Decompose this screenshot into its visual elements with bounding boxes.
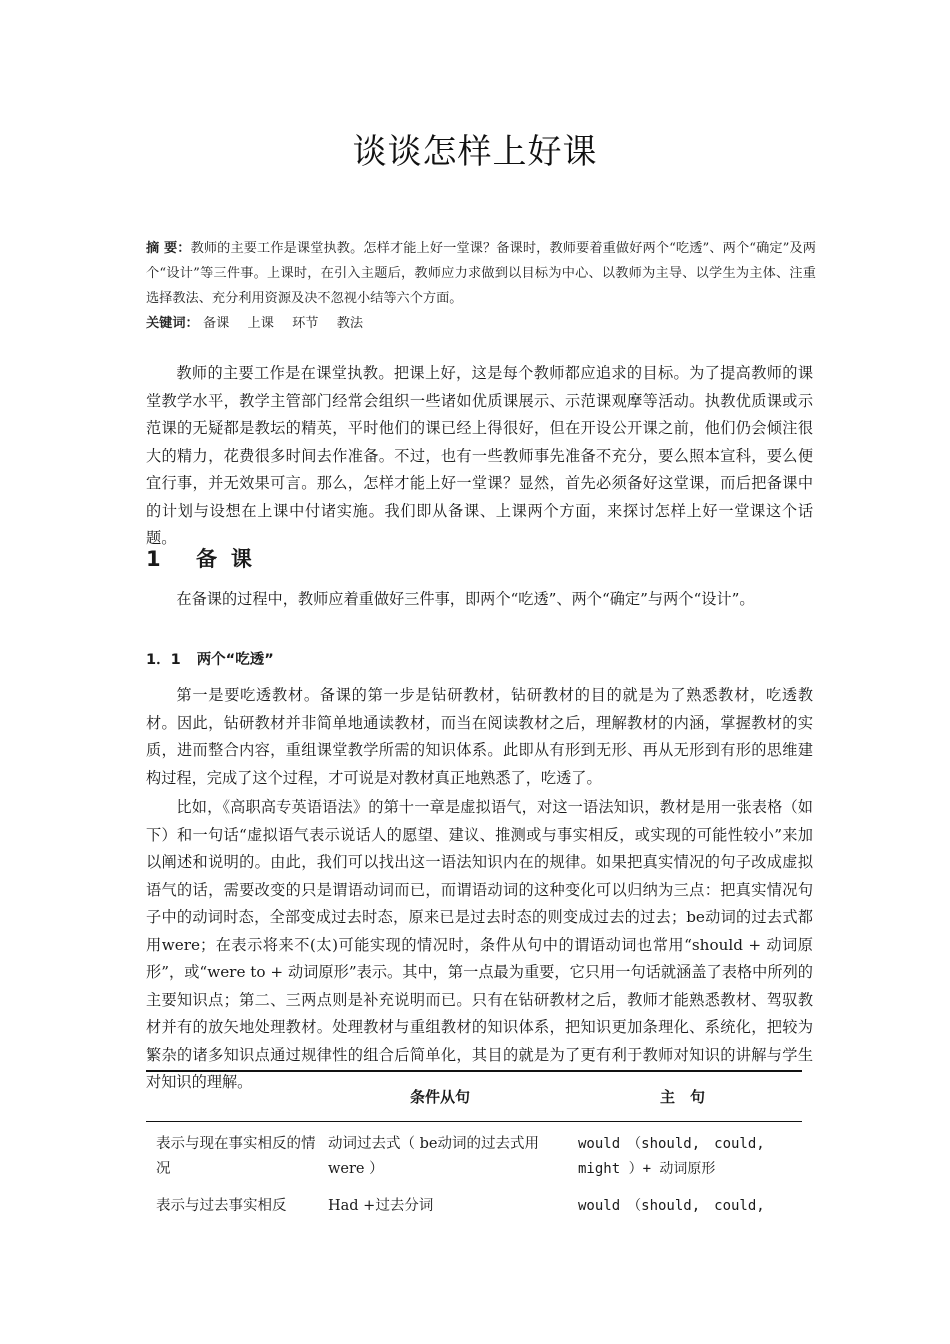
page-title: 谈谈怎样上好课 — [352, 132, 598, 172]
keyword: 备课 — [202, 316, 230, 331]
abstract — [146, 236, 816, 311]
abstract-text: 教师的主要工作是课堂执教。怎样才能上好一堂课？备课时，教师要着重做好两个“吃透”、两个“确定”及两个“设计”等三件事。上课时，在引入主题后，教师应力求做到以目标为中心、以教师为主导、以学生为主体、注重选择教法、充分利用资源及决不忽视小结等六个方面。 — [146, 241, 816, 306]
table-cell-main: would （should, could, — [578, 1198, 765, 1214]
keyword: 上课 — [247, 316, 274, 331]
keywords-label: 关键词： — [146, 316, 199, 331]
table-cell-case: 表示与过去事实相反 — [156, 1198, 287, 1214]
keyword: 环节 — [292, 316, 319, 331]
table-cell-condition: 动词过去式（ be动词的过去式用were ） — [328, 1136, 539, 1177]
keywords — [146, 311, 816, 336]
section-number: 1 — [146, 547, 175, 571]
subsection-heading — [146, 648, 274, 669]
body-paragraph: 比如，《高职高专英语语法》的第十一章是虚拟语气，对这一语法知识，教材是用一张表格（如下）和一句话“虚拟语气表示说话人的愿望、建议、推测或与事实相反，或实现的可能性较小”来加以阐述和说明的。由此，我们可以找出这一语法知识内在的规律。如果把真实情况的句子改成虚拟语气的话，需要改变的只是谓语动词而已，而谓语动词的这种变化可以归纳为三点：把真实情况句子中的动词时态，全部变成过去时态，原来已是过去时态的则变成过去的过去；be动词的过去式都用were；在表示将来不(太)可能实现的情况时，条件从句中的谓语动词也常用“should + 动词原形”，或“were to + 动词原形”表示。其中，第一点最为重要，它只用一句话就涵盖了表格中所列的主要知识点；第二、三两点则是补充说明而已。只有在钻研教材之后，教师才能熟悉教材、驾驭教材并有的放矢地处理教材。处理教材与重组教材的知识体系，把知识更加条理化、系统化，把较为繁杂的诸多知识点通过规律性的组合后简单化，其目的就是为了更有利于教师对知识的讲解与学生对知识的理解。 — [146, 798, 813, 1091]
table-header-main: 主 句 — [660, 1088, 706, 1106]
table-header-rule — [146, 1121, 802, 1122]
table-cell-condition: Had +过去分词 — [328, 1198, 434, 1214]
intro-paragraph: 教师的主要工作是在课堂执教。把课上好，这是每个教师都应追求的目标。为了提高教师的课堂教学水平，教学主管部门经常会组织一些诸如优质课展示、示范课观摩等活动。执教优质课或示范课的无疑都是教坛的精英，平时他们的课已经上得很好，但在开设公开课之前，他们仍会倾注很大的精力，花费很多时间去作准备。不过，也有一些教师事先准备不充分，要么照本宣科，要么便宜行事，并无效果可言。那么，怎样才能上好一堂课？显然，首先必须备好这堂课，而后把备课中的计划与设想在上课中付诸实施。我们即从备课、上课两个方面，来探讨怎样上好一堂课这个话题。 — [146, 364, 813, 547]
table-header-condition: 条件从句 — [410, 1088, 471, 1106]
table-cell-main: would （should, could, might ）+ 动词原形 — [578, 1136, 765, 1177]
section-heading — [146, 543, 266, 573]
table-top-rule — [146, 1070, 802, 1072]
section-intro-paragraph: 在备课的过程中，教师应着重做好三件事，即两个“吃透”、两个“确定”与两个“设计”。 — [176, 590, 755, 608]
subsection-number: 1．1 — [146, 652, 181, 668]
abstract-label: 摘 要： — [146, 241, 191, 256]
table-cell-case: 表示与现在事实相反的情况 — [156, 1136, 316, 1177]
subsection-title: 两个“吃透” — [196, 652, 274, 668]
body-paragraph: 第一是要吃透教材。备课的第一步是钻研教材，钻研教材的目的就是为了熟悉教材，吃透教材。因此，钻研教材并非简单地通读教材，而当在阅读教材之后，理解教材的内涵，掌握教材的实质，进而整合内容，重组课堂教学所需的知识体系。此即从有形到无形、再从无形到有形的思维建构过程，完成了这个过程，才可说是对教材真正地熟悉了，吃透了。 — [146, 686, 813, 787]
keyword: 教法 — [336, 316, 364, 331]
section-title: 备课 — [195, 547, 266, 571]
